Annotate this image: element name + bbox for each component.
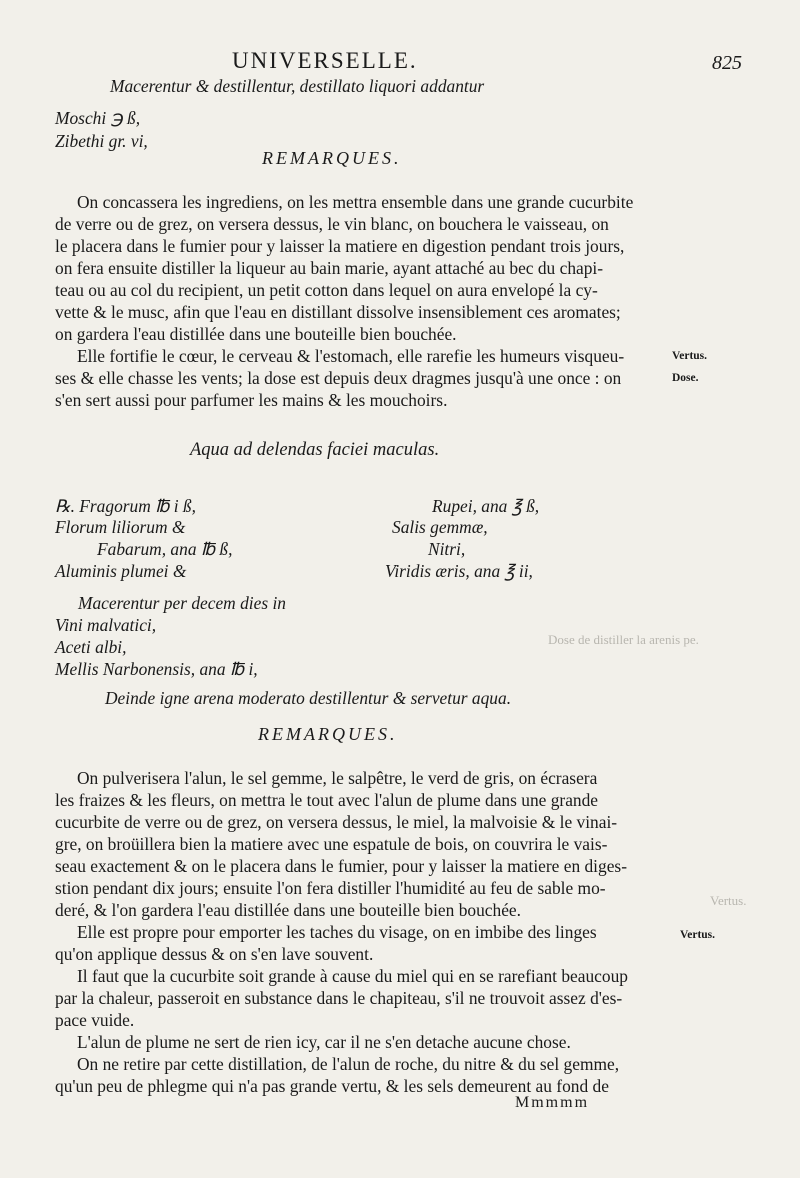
maceration-line: Vini malvatici, — [55, 615, 157, 635]
ingredient-line: Viridis æris, ana ℥ ii, — [385, 561, 533, 581]
text-line: de verre ou de grez, on versera dessus, le vin blanc, on bouchera le vaisseau, on — [55, 214, 609, 234]
recipe-instruction: Deinde igne arena moderato destillentur & servetur aqua. — [105, 688, 512, 708]
text-line: Il faut que la cucurbite soit grande à cause du miel qui en se rarefiant beaucoup — [77, 966, 628, 986]
show-through-text: Vertus. — [710, 893, 747, 908]
margin-note-dose: Dose. — [672, 372, 699, 384]
text-line: Elle fortifie le cœur, le cerveau & l'estomach, elle rarefie les humeurs visqueu- — [77, 346, 625, 366]
text-line: gre, on broüillera bien la matiere avec une espatule de bois, on couvrira le vais- — [55, 834, 608, 854]
recipe-instruction: Macerentur & destillentur, destillato liquori addantur — [110, 76, 485, 96]
text-line: cucurbite de verre ou de grez, on versera dessus, le miel, la malvoisie & le vinai- — [55, 812, 618, 832]
maceration-line: Aceti albi, — [55, 637, 127, 657]
text-line: qu'un peu de phlegme qui n'a pas grande vertu, & les sels demeurent au fond de — [55, 1076, 609, 1096]
text-line: vette & le musc, afin que l'eau en distillant dissolve insensiblement ces aromates; — [55, 302, 621, 322]
maceration-line: Mellis Narbonensis, ana ℔ i, — [55, 659, 258, 679]
margin-note-vertus: Vertus. — [680, 929, 716, 941]
text-line: ses & elle chasse les vents; la dose est depuis deux dragmes jusqu'à une once : on — [55, 368, 622, 388]
catchword: Mmmmm — [515, 1094, 590, 1111]
text-line: qu'on applique dessus & on s'en lave souvent. — [55, 944, 374, 964]
running-title: UNIVERSELLE. — [232, 48, 418, 73]
ingredient-line: Zibethi gr. vi, — [55, 131, 148, 151]
show-through-text: Dose de distiller la arenis pe. — [548, 632, 699, 647]
ingredient-line: Salis gemmæ, — [392, 517, 488, 537]
ingredient-line: Moschi ℈ ß, — [55, 108, 141, 128]
page-number: 825 — [712, 52, 742, 74]
section-heading: REMARQUES. — [262, 148, 402, 168]
ingredient-line: Rupei, ana ℥ ß, — [432, 496, 540, 516]
text-line: pace vuide. — [55, 1010, 135, 1030]
ingredient-line: Nitri, — [428, 539, 466, 559]
text-line: On pulverisera l'alun, le sel gemme, le salpêtre, le verd de gris, on écrasera — [77, 768, 598, 788]
recipe-title: Aqua ad delendas faciei maculas. — [190, 440, 440, 460]
text-line: stion pendant dix jours; ensuite l'on fera distiller l'humidité au feu de sable mo- — [55, 878, 606, 898]
text-line: seau exactement & on le placera dans le fumier, pour y laisser la matiere en diges- — [55, 856, 627, 876]
text-line: le placera dans le fumier pour y laisser la matiere en digestion pendant trois jours, — [55, 236, 625, 256]
text-line: Elle est propre pour emporter les taches du visage, on en imbibe des linges — [77, 922, 597, 942]
text-line: par la chaleur, passeroit en substance dans le chapiteau, s'il ne trouvoit assez d'es- — [55, 988, 623, 1008]
margin-note-vertus: Vertus. — [672, 350, 708, 362]
text-line: deré, & l'on gardera l'eau distillée dans une bouteille bien bouchée. — [55, 900, 521, 920]
ingredient-line: ℞. Fragorum ℔ i ß, — [55, 496, 196, 516]
text-line: On concassera les ingrediens, on les mettra ensemble dans une grande cucurbite — [77, 192, 634, 212]
maceration-line: Macerentur per decem dies in — [78, 593, 286, 613]
text-line: teau ou au col du recipient, un petit cotton dans lequel on aura envelopé la cy- — [55, 280, 598, 300]
text-line: les fraizes & les fleurs, on mettra le tout avec l'alun de plume dans une grande — [55, 790, 599, 810]
text-line: on gardera l'eau distillée dans une bouteille bien bouchée. — [55, 324, 457, 344]
ingredient-line: Florum liliorum & — [55, 517, 186, 537]
text-line: s'en sert aussi pour parfumer les mains & les mouchoirs. — [55, 390, 448, 410]
section-heading: REMARQUES. — [258, 724, 398, 744]
text-line: On ne retire par cette distillation, de l'alun de roche, du nitre & du sel gemme, — [77, 1054, 620, 1074]
ingredient-line: Aluminis plumei & — [55, 561, 187, 581]
text-line: on fera ensuite distiller la liqueur au bain marie, ayant attaché au bec du chapi- — [55, 258, 604, 278]
text-line: L'alun de plume ne sert de rien icy, car il ne s'en detache aucune chose. — [77, 1032, 571, 1052]
ingredient-line: Fabarum, ana ℔ ß, — [97, 539, 233, 559]
